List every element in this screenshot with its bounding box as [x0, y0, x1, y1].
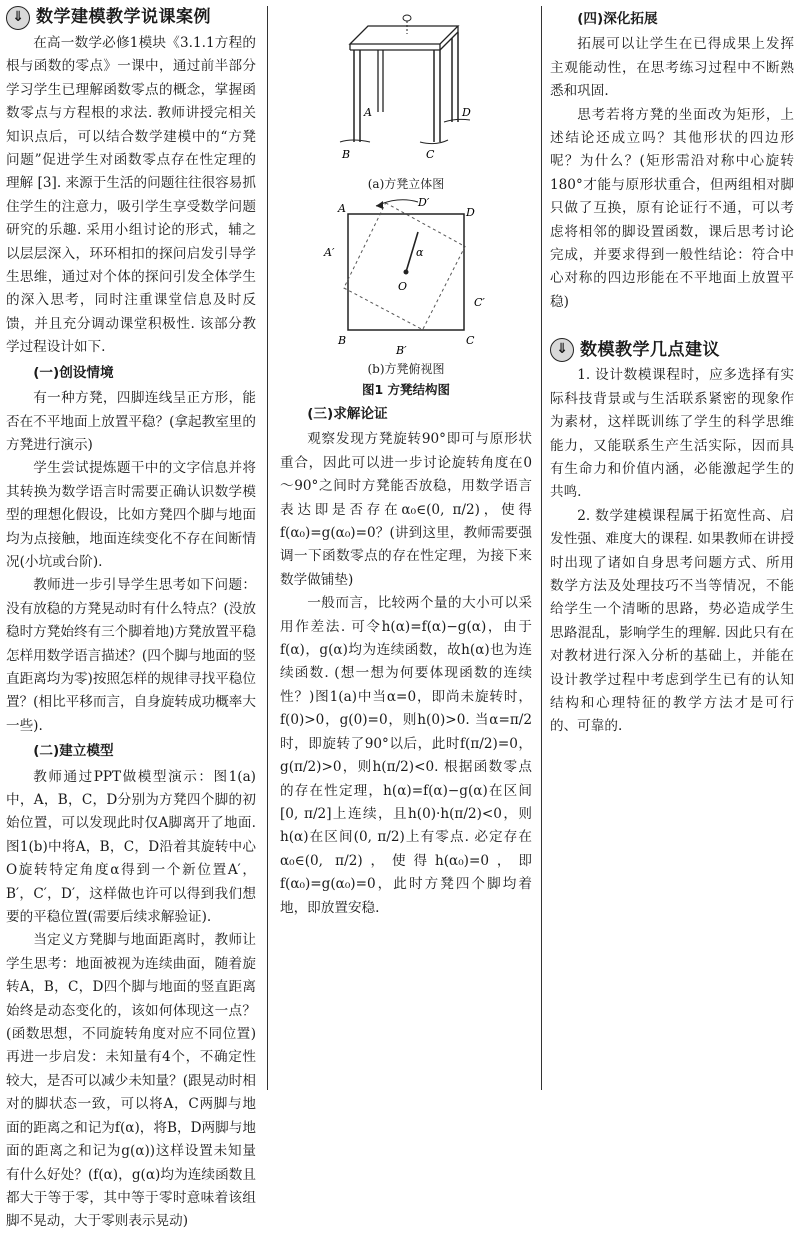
arrow-down-circle-icon: ⇓ [6, 6, 30, 30]
paragraph: 拓展可以让学生在已得成果上发挥主观能动性，在思考练习过程中不断熟悉和巩固. [550, 36, 794, 100]
paragraph: 当定义方凳脚与地面距离时，教师让学生思考：地面被视为连续曲面，随着旋转A，B，C，D四个脚与地面的竖直距离始终是动态变化的，该如何体现这一点？(函数思想，不同旋转角度对应不同位置)再进一步启发：未知量有4个，不确定性较大，是否可以减少未知量？(跟晃动时相对的脚状态一致，可以将A，C两脚与地面的距离之和记为f(α)，将B，D两脚与地面的距离之和记为g(α))这样设置未知量有什么好处？(f(α)，g(α)均为连续函数且都大于等于零，其中等于零时意味着该组脚不晃动，大于零则表示晃动) [6, 932, 256, 1230]
label-A: A [364, 106, 372, 119]
column-1 [6, 6, 256, 1234]
label-C: C [426, 148, 435, 161]
label-B: B [338, 334, 347, 347]
paragraph: 学生尝试提炼题干中的文字信息并将其转换为数学语言时需要正确认识数学模型的理想化假设，比如方凳四个脚与地面均为点接触，地面连续变化不存在间断情况(小坑或台阶). [6, 460, 256, 570]
column-2 [280, 6, 532, 920]
section-title: 数学建模教学说课案例 [36, 7, 211, 28]
paragraph: 2. 数学建模课程属于拓宽性高、启发性强、难度大的课程. 如果教师在讲授时出现了诸如自身思考问题方式、所用数学方法及处理技巧不当等情况，不能给学生一个清晰的思路，势必造成学生思路混乱，影响学生的理解. 因此只有在对教材进行深入分析的基础上，并能在设计教学过程中考虑到学生已有的认知结构和心理特征的教学方法才是可行的、可靠的. [550, 507, 794, 735]
subsection-title: (二)建立模型 [33, 743, 114, 760]
paragraph: 有一种方凳，四脚连线呈正方形，能否在不平地面上放置平稳？(拿起教室里的方凳进行演示) [6, 390, 256, 453]
section-heading [550, 338, 794, 362]
paragraph: 在高一数学必修1模块《3.1.1方程的根与函数的零点》一课中，通过前半部分学习学生已理解函数零点的概念，掌握函数零点与方程根的求法. 教师讲授完相关知识点后，可以结合数学建模中的“方凳问题”促进学生对函数零点存在性定理的理解 [3]. 来源于生活的问题往往很容易抓住学生的注意力，吸引学生享受数学问题研究的乐趣. 采用小组讨论的形式，辅之以层层深入，环环相扣的探问启发引导学生思维，通过对个体的探问引发全体学生的深入思考，同时注重课堂信息及时反馈，并且充分调动课堂积极性. 该部分教学过程设计如下. [6, 35, 256, 356]
stool-top-view-diagram [280, 194, 532, 359]
column-3 [550, 6, 794, 739]
paragraph: 观察发现方凳旋转90°即可与原形状重合，因此可以进一步讨论旋转角度在0～90°之间时方凳能否放稳，用数学语言表达即是否存在α₀∈(0, π/2)，使得f(α₀)=g(α₀)=0？(讲到这里，教师需要强调一下函数零点的存在性定理，为接下来数学做铺垫) [280, 431, 532, 588]
subsection-title: (四)深化拓展 [577, 11, 658, 27]
label-C: C [466, 334, 475, 347]
label-B-prime: B′ [396, 344, 407, 357]
label-C-prime: C′ [474, 296, 485, 309]
label-alpha: α [416, 246, 424, 259]
stool-3d-diagram [280, 14, 532, 174]
caption-b: (b)方凳俯视图 [367, 362, 445, 376]
subsection-title: (三)求解论证 [307, 406, 388, 422]
label-D: D [462, 106, 471, 119]
paragraph: 一般而言，比较两个量的大小可以采用作差法. 可令h(α)=f(α)−g(α)，由于f(α)，g(α)均为连续函数，故h(α)也为连续函数. (想一想为何要体现函数的连续性？)图1(a)中当α=0，即尚未旋转时，f(0)>0，g(0)=0，则h(0)>0. 当α=π/2时，即旋转了90°以后，此时f(π/2)=0，g(π/2)>0，则h(π/2)<0. 根据函数零点的存在性定理，h(α)=f(α)−g(α)在区间[0, π/2]上连续，且h(0)·h(π/2)<0，则h(α)在区间(0, π/2)上有零点. 必定存在α₀∈(0, π/2)，使得h(α₀)=0，即f(α₀)=g(α₀)=0，此时方凳四个脚均着地，即放置安稳. [280, 595, 532, 916]
paragraph: 1. 设计数模课程时，应多选择有实际科技背景或与生活联系紧密的现象作为素材，这样既训练了学生的科学思维能力，又能联系生产生活实际，因而具有生命力和价值内涵，必能激起学生的共鸣. [550, 367, 794, 501]
caption-a: (a)方凳立体图 [367, 177, 445, 191]
paragraph: 教师通过PPT做模型演示：图1(a)中，A，B，C，D分别为方凳四个脚的初始位置，可以发现此时仅A脚离开了地面. 图1(b)中将A，B，C，D沿着其旋转中心O旋转特定角度α得到一个新位置A′，B′，C′，D′，这样做也许可以得到我们想要的平稳位置(需要后续求解验证). [6, 768, 256, 926]
figure-title: 图1 方凳结构图 [361, 382, 451, 397]
column-divider [267, 6, 268, 1090]
label-D-prime: D′ [418, 196, 430, 209]
paragraph: 教师进一步引导学生思考如下问题：没有放稳的方凳晃动时有什么特点？(没放稳时方凳始终有三个脚着地)方凳放置平稳怎样用数学语言描述？(四个脚与地面的竖直距离均为零)按照怎样的规律寻找平稳位置？(相比平移而言，自身旋转成功概率大一些). [6, 577, 256, 734]
arrow-down-circle-icon: ⇓ [550, 338, 574, 362]
section-heading [6, 6, 256, 30]
label-O: O [398, 280, 408, 293]
column-divider [541, 6, 542, 1090]
subsection-title: (一)创设情境 [33, 364, 114, 381]
paragraph: 思考若将方凳的坐面改为矩形，上述结论还成立吗？其他形状的四边形呢？为什么？(矩形需沿对称中心旋转180°才能与原形状重合，但两组相对脚只做了互换，原有论证行不通，可以考虑将相邻的脚设置函数，课后思考讨论完成，并要求得到一般性结论：符合中心对称的四边形能在不平地面上放置平稳) [550, 106, 794, 310]
label-A: A [338, 202, 346, 215]
label-D: D [466, 206, 475, 219]
section-title: 数模教学几点建议 [580, 339, 720, 360]
label-B: B [342, 148, 351, 161]
figure-1 [280, 14, 532, 401]
label-A-prime: A′ [324, 246, 335, 259]
